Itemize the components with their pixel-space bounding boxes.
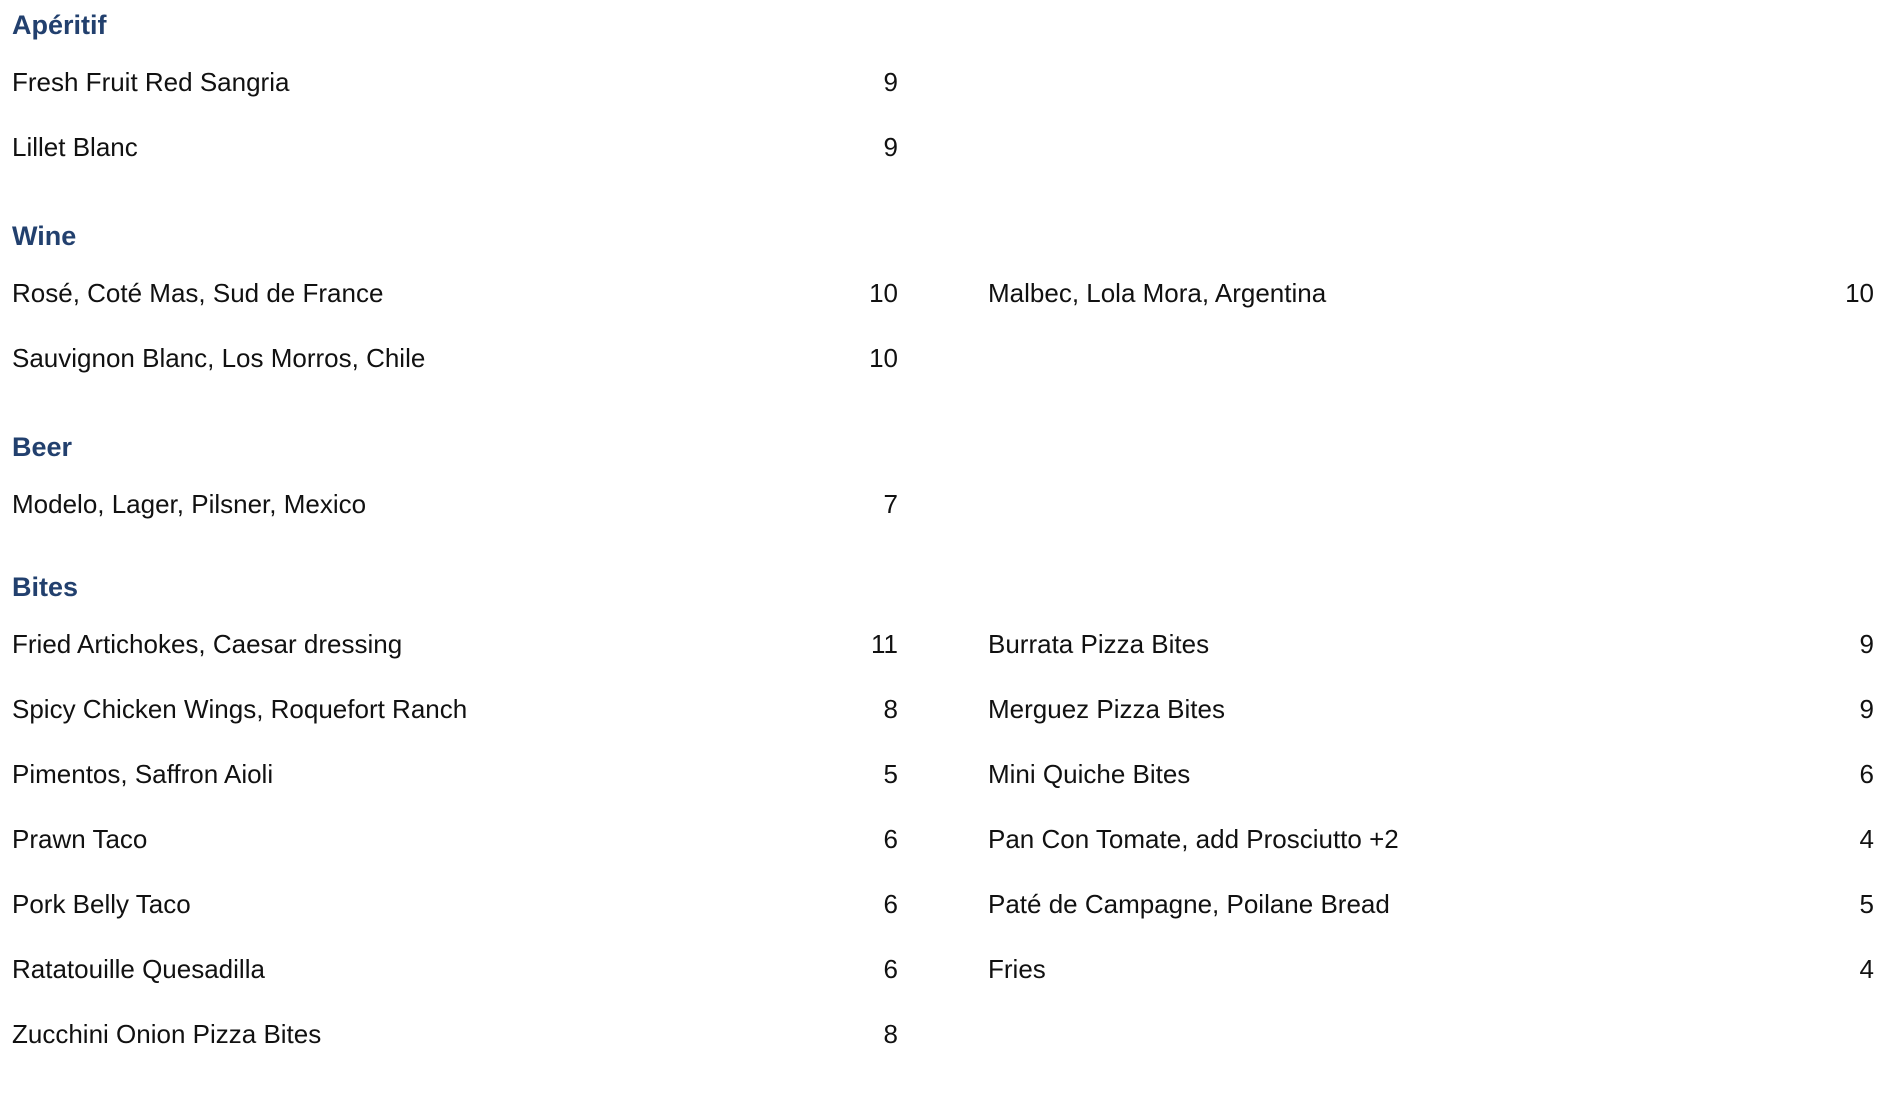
menu-item-name: Pan Con Tomate, add Prosciutto +2 <box>988 824 1399 854</box>
section-items <box>12 261 1878 391</box>
menu-item-name: Prawn Taco <box>12 824 148 854</box>
menu-item <box>988 261 1874 326</box>
section-wine <box>12 211 1878 422</box>
menu-item <box>12 937 898 1002</box>
menu-item <box>988 937 1874 1002</box>
section-title: Bites <box>12 572 79 602</box>
menu-item-price: 8 <box>883 1019 898 1049</box>
menu-item-price: 5 <box>883 759 898 789</box>
menu-item-name: Fries <box>988 954 1046 984</box>
menu-item-name: Mini Quiche Bites <box>988 759 1191 789</box>
menu-item <box>12 677 898 742</box>
menu-item-price: 4 <box>1859 954 1874 984</box>
menu-item <box>12 115 898 180</box>
menu-item-price: 8 <box>883 694 898 724</box>
menu-item <box>988 677 1874 742</box>
menu-item <box>12 472 898 537</box>
menu-item <box>12 872 898 937</box>
menu-item-price: 10 <box>869 343 898 373</box>
menu-item-name: Zucchini Onion Pizza Bites <box>12 1019 322 1049</box>
menu-item <box>12 261 898 326</box>
menu-item-name: Spicy Chicken Wings, Roquefort Ranch <box>12 694 468 724</box>
menu-item-name: Pimentos, Saffron Aioli <box>12 759 274 789</box>
menu-item <box>12 1002 898 1067</box>
menu-item-price: 10 <box>1845 278 1874 308</box>
menu-item-price: 5 <box>1859 889 1874 919</box>
menu-item <box>988 612 1874 677</box>
menu-item-name: Ratatouille Quesadilla <box>12 954 265 984</box>
section-title: Wine <box>12 221 77 251</box>
menu-item-price: 9 <box>1859 694 1874 724</box>
menu-item <box>12 742 898 807</box>
menu-item <box>988 807 1874 872</box>
section-items <box>12 472 1878 537</box>
drinks-and-bites-menu <box>12 0 1878 1067</box>
section-beer <box>12 422 1878 562</box>
menu-item-price: 9 <box>1859 629 1874 659</box>
menu-item <box>12 612 898 677</box>
menu-item <box>12 807 898 872</box>
menu-item-name: Malbec, Lola Mora, Argentina <box>988 278 1327 308</box>
section-items <box>12 50 1878 180</box>
menu-item-price: 6 <box>883 824 898 854</box>
section-spacer <box>12 391 1878 422</box>
menu-item-price: 9 <box>883 67 898 97</box>
menu-item <box>988 742 1874 807</box>
menu-item-name: Fresh Fruit Red Sangria <box>12 67 290 97</box>
menu-item-price: 6 <box>1859 759 1874 789</box>
section-title: Apéritif <box>12 10 107 40</box>
section-items <box>12 612 1878 1067</box>
menu-item-name: Paté de Campagne, Poilane Bread <box>988 889 1390 919</box>
menu-item <box>988 872 1874 937</box>
menu-item-price: 6 <box>883 954 898 984</box>
menu-item-price: 9 <box>883 132 898 162</box>
menu-item-price: 10 <box>869 278 898 308</box>
section-spacer <box>12 537 1878 562</box>
menu-item-price: 7 <box>883 489 898 519</box>
menu-item-name: Rosé, Coté Mas, Sud de France <box>12 278 384 308</box>
section-title: Beer <box>12 432 73 462</box>
section-spacer <box>12 180 1878 211</box>
menu-item-name: Modelo, Lager, Pilsner, Mexico <box>12 489 367 519</box>
menu-item-price: 11 <box>871 629 898 659</box>
menu-item-price: 6 <box>883 889 898 919</box>
menu-item-name: Lillet Blanc <box>12 132 138 162</box>
menu-item-name: Pork Belly Taco <box>12 889 191 919</box>
menu-item-price: 4 <box>1859 824 1874 854</box>
menu-item-name: Merguez Pizza Bites <box>988 694 1225 724</box>
menu-item-name: Burrata Pizza Bites <box>988 629 1210 659</box>
section-bites <box>12 562 1878 1067</box>
menu-item-name: Fried Artichokes, Caesar dressing <box>12 629 403 659</box>
menu-item <box>12 50 898 115</box>
menu-item-name: Sauvignon Blanc, Los Morros, Chile <box>12 343 426 373</box>
section-aperitif <box>12 0 1878 211</box>
menu-item <box>12 326 898 391</box>
